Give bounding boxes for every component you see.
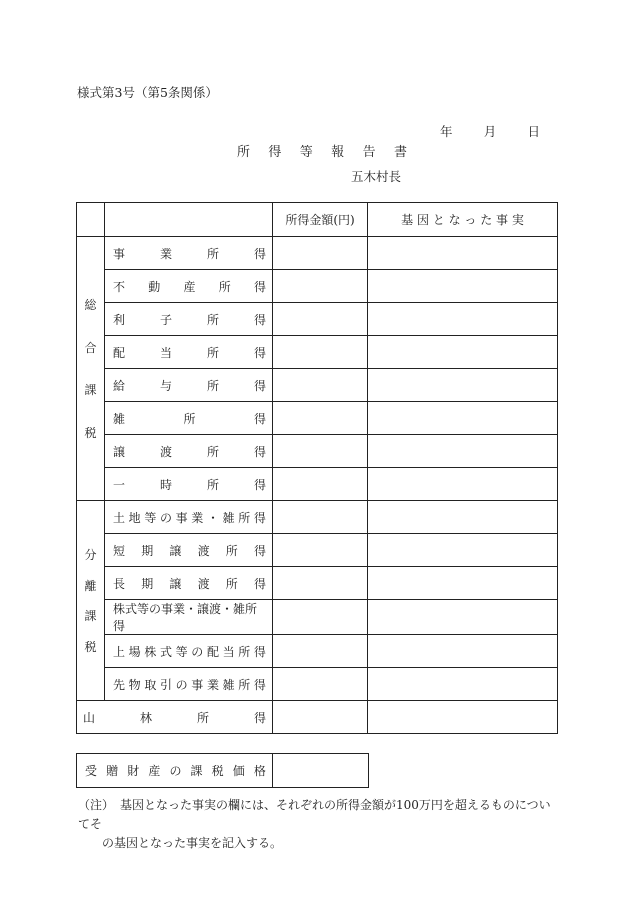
table-row <box>77 369 558 402</box>
label-char: 得 <box>253 510 266 525</box>
gift-label-char: 受 <box>85 764 98 778</box>
label-char: 所 <box>238 644 251 659</box>
label-char: 業 <box>191 510 204 525</box>
label-char: 株 <box>144 644 157 659</box>
gift-label-char: 税 <box>211 764 224 778</box>
amount-cell[interactable] <box>273 336 368 369</box>
footnote <box>78 796 558 853</box>
label-char: 引 <box>159 677 172 692</box>
income-type-label <box>105 303 273 336</box>
table-row <box>77 600 558 635</box>
label-char: 雑 <box>113 411 126 426</box>
income-type-label <box>105 336 273 369</box>
date-char: 月 <box>483 124 497 139</box>
category-char: 分 <box>84 548 97 563</box>
label-char: 得 <box>253 378 266 393</box>
amount-cell[interactable] <box>273 567 368 600</box>
label-char: 渡 <box>159 444 172 459</box>
label-char: の <box>175 677 188 692</box>
income-type-label <box>105 468 273 501</box>
table-row <box>77 303 558 336</box>
income-type-label <box>105 668 273 701</box>
date-line <box>440 122 540 140</box>
label-char: 時 <box>159 477 172 492</box>
label-char: 産 <box>183 279 196 294</box>
label-char: 得 <box>253 477 266 492</box>
income-type-label <box>105 435 273 468</box>
reason-cell[interactable] <box>368 336 558 369</box>
document-title <box>237 141 407 160</box>
table-row <box>77 668 558 701</box>
table-row <box>77 468 558 501</box>
income-type-label <box>105 600 273 635</box>
label-char: 得 <box>253 644 266 659</box>
label-char: 期 <box>141 576 154 591</box>
category-char: 課 <box>84 609 97 624</box>
label-char: ・ <box>206 510 219 525</box>
label-char: 長 <box>113 576 126 591</box>
label-char: 配 <box>206 644 219 659</box>
amount-cell[interactable] <box>273 701 368 734</box>
label-char: 所 <box>225 543 238 558</box>
label-char: 式 <box>159 644 172 659</box>
reason-cell[interactable] <box>368 270 558 303</box>
label-char: 得 <box>253 279 266 294</box>
header-blank-cell <box>77 203 105 237</box>
amount-cell[interactable] <box>273 435 368 468</box>
label-char: 譲 <box>169 543 182 558</box>
table-row <box>77 501 558 534</box>
reason-cell[interactable] <box>368 567 558 600</box>
label-char: 得 <box>253 444 266 459</box>
reason-cell[interactable] <box>368 534 558 567</box>
table-row <box>77 701 558 734</box>
table-row <box>77 237 558 270</box>
gift-value-cell[interactable] <box>273 754 369 788</box>
gift-label-char: 課 <box>190 764 203 778</box>
amount-cell[interactable] <box>273 402 368 435</box>
income-type-label <box>105 237 273 270</box>
category-cell <box>77 501 105 701</box>
date-char: 日 <box>527 124 540 139</box>
reason-cell[interactable] <box>368 635 558 668</box>
label-char: 取 <box>144 677 157 692</box>
date-char: 年 <box>440 124 453 139</box>
gift-label-cell <box>77 754 273 788</box>
label-char: 事 <box>191 677 204 692</box>
amount-cell[interactable] <box>273 635 368 668</box>
label-char: 雑 <box>222 677 235 692</box>
category-char: 税 <box>84 639 97 654</box>
category-char: 合 <box>84 340 97 355</box>
gift-label-char: 財 <box>127 764 140 778</box>
category-char: 課 <box>84 383 97 398</box>
label-char: 所 <box>206 345 219 360</box>
label-char: 得 <box>253 710 266 725</box>
label-char: 所 <box>238 510 251 525</box>
label-char: 所 <box>196 710 209 725</box>
header-blank-cell <box>105 203 273 237</box>
label-char: 譲 <box>113 444 126 459</box>
income-type-label <box>105 635 273 668</box>
label-char: の <box>159 510 172 525</box>
label-char: 配 <box>113 345 126 360</box>
amount-cell[interactable] <box>273 237 368 270</box>
title-char: 所 <box>237 145 251 160</box>
header-reason: 基 因 と な っ た 事 実 <box>368 203 558 237</box>
footnote-line-2: の基因となった事実を記入する。 <box>102 836 283 850</box>
label-char: 子 <box>159 312 172 327</box>
income-type-label <box>105 402 273 435</box>
label-char: 所 <box>225 576 238 591</box>
amount-cell[interactable] <box>273 468 368 501</box>
label-char: 期 <box>141 543 154 558</box>
income-type-label <box>105 501 273 534</box>
reason-cell[interactable] <box>368 701 558 734</box>
label-char: 上 <box>113 644 126 659</box>
label-char: 与 <box>159 378 172 393</box>
gift-label-char: 価 <box>232 764 245 778</box>
footnote-line-1: （注） 基因となった事実の欄には、それぞれの所得金額が100万円を超えるものについてそ <box>78 798 551 831</box>
title-char: 得 <box>268 145 282 160</box>
title-char: 告 <box>362 145 376 160</box>
label-char: 所 <box>206 444 219 459</box>
amount-cell[interactable] <box>273 501 368 534</box>
gift-label-char: 格 <box>253 764 266 778</box>
label-char: 得 <box>253 345 266 360</box>
label-char: 所 <box>206 378 219 393</box>
amount-cell[interactable] <box>273 303 368 336</box>
label-char: 短 <box>113 543 126 558</box>
table-row <box>77 567 558 600</box>
income-type-label <box>105 369 273 402</box>
table-row <box>77 336 558 369</box>
table-row <box>77 270 558 303</box>
label-char: 渡 <box>197 576 210 591</box>
category-char: 税 <box>84 426 97 441</box>
header-amount: 所得金額(円) <box>273 203 368 237</box>
label-char: 場 <box>128 644 141 659</box>
label-char: 得 <box>253 677 266 692</box>
income-report-table <box>76 202 558 734</box>
table-row <box>77 402 558 435</box>
reason-cell[interactable] <box>368 668 558 701</box>
label-char: 林 <box>139 710 152 725</box>
table-header-row <box>77 203 558 237</box>
reason-cell[interactable] <box>368 237 558 270</box>
title-char: 報 <box>331 145 345 160</box>
label-char: 得 <box>253 543 266 558</box>
label-char: 不 <box>113 279 126 294</box>
table-row <box>77 635 558 668</box>
gift-property-table <box>76 753 369 788</box>
reason-cell[interactable] <box>368 501 558 534</box>
income-type-label <box>105 270 273 303</box>
label-char: 得 <box>253 246 266 261</box>
label-char: 所 <box>206 477 219 492</box>
reason-cell[interactable] <box>368 600 558 635</box>
label-char: 雑 <box>222 510 235 525</box>
label-char: 等 <box>144 510 157 525</box>
amount-cell[interactable] <box>273 534 368 567</box>
income-type-label <box>105 534 273 567</box>
reason-cell[interactable] <box>368 303 558 336</box>
addressee: 五木村長 <box>351 169 402 184</box>
reason-cell[interactable] <box>368 369 558 402</box>
label-char: 所 <box>183 411 196 426</box>
label-char: 事 <box>175 510 188 525</box>
amount-cell[interactable] <box>273 668 368 701</box>
label-char: 得 <box>253 411 266 426</box>
label-char: 所 <box>218 279 231 294</box>
label-char: 業 <box>159 246 172 261</box>
label-char: 給 <box>113 378 126 393</box>
gift-label-char: の <box>169 764 182 778</box>
reason-cell[interactable] <box>368 402 558 435</box>
amount-cell[interactable] <box>273 270 368 303</box>
label-char: 一 <box>113 477 126 492</box>
reason-cell[interactable] <box>368 435 558 468</box>
label-char: 得 <box>253 576 266 591</box>
label-char: 得 <box>253 312 266 327</box>
label-char: の <box>191 644 204 659</box>
category-char: 離 <box>84 578 97 593</box>
label-char: 当 <box>222 644 235 659</box>
label-char: 動 <box>148 279 161 294</box>
label-char: 物 <box>128 677 141 692</box>
table-row <box>77 435 558 468</box>
category-char: 総 <box>84 297 97 312</box>
label-char: 当 <box>159 345 172 360</box>
category-cell <box>77 237 105 501</box>
label-char: 株式等の事業・譲渡・雑所得 <box>113 602 258 633</box>
label-char: 所 <box>206 312 219 327</box>
income-type-label <box>105 567 273 600</box>
label-char: 利 <box>113 312 126 327</box>
amount-cell[interactable] <box>273 600 368 635</box>
label-char: 所 <box>238 677 251 692</box>
label-char: 所 <box>206 246 219 261</box>
form-number: 様式第3号（第5条関係） <box>77 85 218 100</box>
reason-cell[interactable] <box>368 468 558 501</box>
title-char: 等 <box>299 145 313 160</box>
label-char: 業 <box>206 677 219 692</box>
label-char: 等 <box>175 644 188 659</box>
label-char: 譲 <box>169 576 182 591</box>
gift-label-char: 贈 <box>106 764 119 778</box>
label-char: 事 <box>113 246 126 261</box>
table-row <box>77 534 558 567</box>
label-char: 土 <box>113 510 126 525</box>
label-char: 地 <box>128 510 141 525</box>
gift-label-char: 産 <box>148 764 161 778</box>
label-char: 山 <box>83 710 96 725</box>
label-char: 先 <box>113 677 126 692</box>
label-char: 渡 <box>197 543 210 558</box>
title-char: 書 <box>393 145 407 160</box>
forestry-label <box>77 701 273 734</box>
amount-cell[interactable] <box>273 369 368 402</box>
